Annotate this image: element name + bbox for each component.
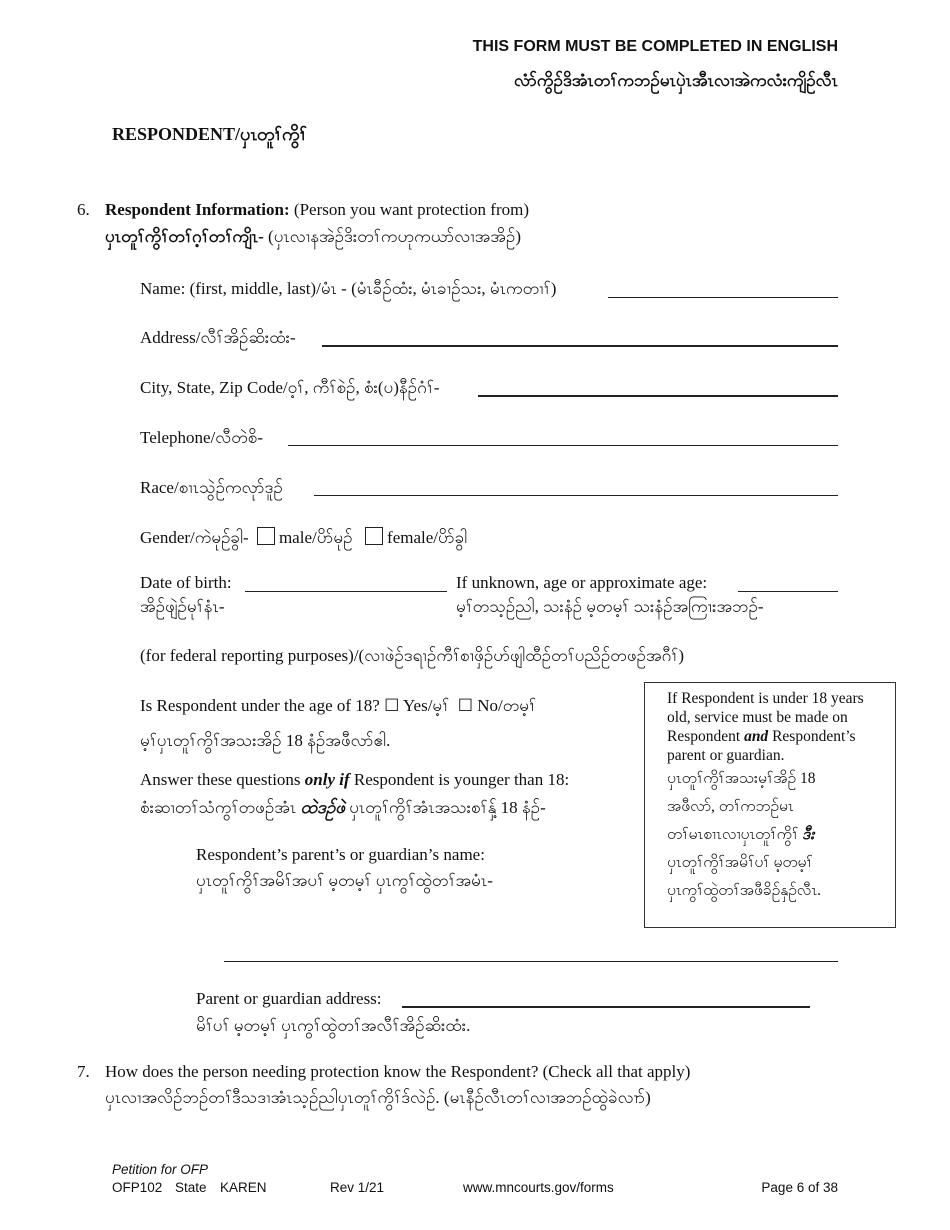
q6-title-bold: Respondent Information: (105, 200, 290, 219)
dob-karen: အိဉ်ဖျဲဉ်မုၢ်နံၤ- (140, 597, 225, 616)
q6-title-rest: (Person you want protection from) (289, 200, 530, 219)
male-checkbox[interactable] (257, 527, 275, 545)
name-label: Name: (first, middle, last)/မံၤ - (မံၤခီဉ်ထံး, မံၤခၢဉ်သး, မံၤကတၢၢ်) (140, 279, 557, 298)
gender-label: Gender/ကဲမုဉ်ခွါ- (140, 528, 249, 547)
guardian-address-field[interactable] (402, 1006, 810, 1008)
q6-number: 6. (77, 200, 90, 219)
dob-field[interactable] (245, 591, 447, 592)
karen-notice: လံာ်ကွိဉ်ဒိအံၤတၢ်ကဘဉ်မၤပှဲၤအီၤလၢအဲကလံးကျိဉ်လီၤ (513, 71, 838, 90)
under18-question-karen: မ့ၢ်ပှၤတူၢ်ကွိၢ်အသးအိဉ် 18 နံဉ်အဖီလာ်ဧါ. (140, 731, 391, 750)
note-karen-emph: ဒီး (802, 826, 815, 843)
q7-number: 7. (77, 1062, 90, 1081)
address-field[interactable] (322, 345, 838, 347)
answer-only-post: Respondent is younger than 18: (349, 770, 570, 789)
telephone-label: Telephone/လီတဲစိ- (140, 428, 263, 447)
male-label: male/ပိာ်မုဉ် (278, 528, 353, 547)
yes-checkbox[interactable]: ☐ (384, 696, 400, 715)
answer-only-pre: Answer these questions (140, 770, 305, 789)
footer-form-id: OFP102 (112, 1180, 163, 1195)
female-checkbox[interactable] (365, 527, 383, 545)
answer-only-emph: only if (304, 770, 350, 789)
under18-note-box (644, 682, 896, 928)
yes-label: Yes/မ့ၢ် (402, 696, 450, 715)
city-field[interactable] (478, 395, 838, 397)
footer-url[interactable]: www.mncourts.gov/forms (463, 1180, 614, 1195)
section-title: RESPONDENT/ပှၤတူၢ်ကွိၢ် (112, 124, 308, 144)
q6-title (105, 200, 529, 220)
unknown-age-karen: မ့ၢ်တသ့ဉ်ညါ, သးနံဉ် မ့တမ့ၢ် သးနံဉ်အကြၢးအဘဉ်- (456, 597, 764, 616)
address-label: Address/လီၢ်အိဉ်ဆိးထံး- (140, 328, 296, 347)
q6-karen-title (105, 226, 521, 251)
note-karen-2: အဖီလာ်, တၢ်ကဘဉ်မၤ (667, 798, 794, 815)
dob-label: Date of birth: (140, 573, 232, 592)
q7-karen: ပှၤလၢအလိဉ်ဘဉ်တၢ်ဒီသဒၢအံၤသ့ဉ်ညါပှၤတူၢ်ကွိၢ်ဒ်လဲဉ်. (မၤနီဉ်လီၤတၢ်လၢအဘဉ်ထွဲခဲလၢာ်) (105, 1088, 651, 1107)
note-karen-3: တၢ်မၤစၢၤလၢပှၤတူၢ်ကွိၢ် ဒီး (667, 826, 815, 843)
footer-language: KAREN (220, 1180, 267, 1195)
q6-karen-bold: ပှၤတူၢ်ကွိၢ်တၢ်ဂ့ၢ်တၢ်ကျိၤ- (105, 227, 264, 246)
female-label: female/ပိာ်ခွါ (387, 528, 468, 547)
unknown-age-field[interactable] (738, 591, 838, 592)
note-emph: and (744, 728, 769, 745)
under18-row (140, 695, 536, 720)
name-field[interactable] (608, 297, 838, 298)
city-label: City, State, Zip Code/ဝ့ၢ်, ကီၢ်စဲဉ်, စံး(ပ)နီဉ်ဂံၢ်- (140, 378, 440, 397)
guardian-address-label: Parent or guardian address: (196, 989, 382, 1008)
q7-text: How does the person needing protection know the Respondent? (Check all that apply) (105, 1062, 691, 1081)
guardian-name-field[interactable] (224, 961, 838, 962)
footer-petition: Petition for OFP (112, 1162, 209, 1177)
race-field[interactable] (314, 495, 838, 496)
telephone-field[interactable] (288, 445, 838, 446)
guardian-name-karen: ပှၤတူၢ်ကွိၢ်အမိၢ်အပၢ် မ့တမ့ၢ် ပှၤကွၢ်ထွဲတၢ်အမံၤ- (196, 871, 493, 890)
gender-row (140, 527, 467, 552)
q6-karen-rest: (ပှၤလၢနအဲဉ်ဒိးတၢ်ကဟုကယာ်လၢအအိဉ်) (263, 227, 521, 246)
english-notice: THIS FORM MUST BE COMPLETED IN ENGLISH (472, 38, 838, 55)
race-label: Race/စၢၤသွဲဉ်ကလုာ်ဒူဉ် (140, 478, 283, 497)
note-karen-5: ပှၤကွၢ်ထွဲတၢ်အဖီခိဉ်နှဉ်လီၤ. (667, 882, 822, 899)
note-karen-4: ပှၤတူၢ်ကွိၢ်အမိၢ်ပၢ် မ့တမ့ၢ် (667, 854, 813, 871)
under18-question: Is Respondent under the age of 18? (140, 696, 380, 715)
answer-only-if (140, 770, 569, 790)
guardian-address-karen: မိၢ်ပၢ် မ့တမ့ၢ် ပှၤကွၢ်ထွဲတၢ်အလီၢ်အိဉ်ဆိးထံး. (196, 1016, 471, 1035)
no-checkbox[interactable]: ☐ (457, 696, 473, 715)
note-karen-1: ပှၤတူၢ်ကွိၢ်အသးမ့ၢ်အိဉ် 18 (667, 770, 816, 787)
answer-karen-post: ပှၤတူၢ်ကွိၢ်အံၤအသးစၢ်နှ့် 18 နံဉ်- (344, 798, 546, 817)
answer-karen-emph: ထဲဒဉ်ဖဲ (300, 798, 345, 817)
unknown-age-label: If unknown, age or approximate age: (456, 573, 708, 592)
answer-karen-pre: စံးဆၢတၢ်သံကွၢ်တဖဉ်အံၤ (140, 798, 301, 817)
footer-state: State (175, 1180, 207, 1195)
answer-only-if-karen (140, 797, 546, 822)
no-label: No/တမ့ၢ် (477, 696, 537, 715)
footer-page: Page 6 of 38 (761, 1180, 838, 1195)
footer-rev: Rev 1/21 (330, 1180, 385, 1195)
note-english: If Respondent is under 18 years old, service must be made on Respondent and Respondent’s parent or guardian. (667, 690, 864, 764)
federal-note: (for federal reporting purposes)/(လၢဖဲဉ်ဒရၢဉ်ကီၢ်စၢဖှိဉ်ဟ်ဖျါထီဉ်တၢ်ပညိဉ်တဖဉ်အဂီၢ်) (140, 646, 685, 665)
guardian-name-label: Respondent’s parent’s or guardian’s name: (196, 845, 485, 864)
